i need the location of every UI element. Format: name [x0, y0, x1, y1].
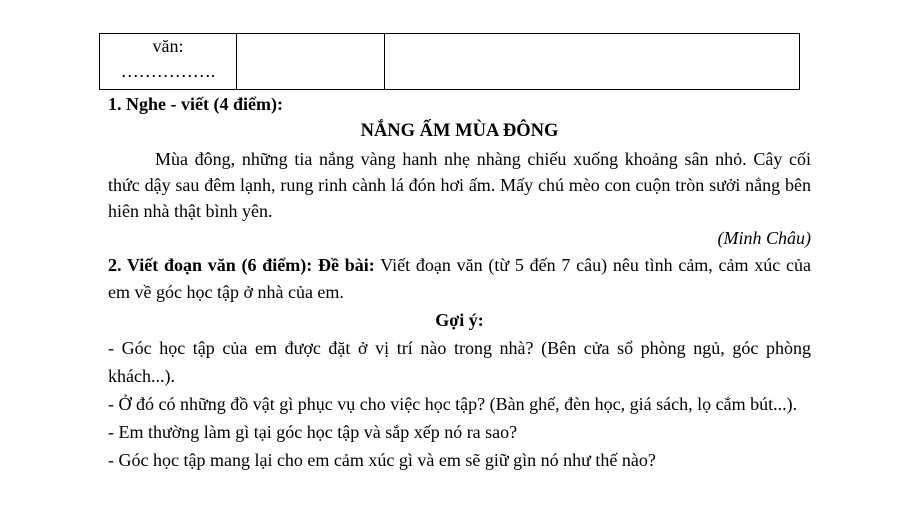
cell-dotted-line: ……………. — [120, 61, 216, 81]
document-page — [108, 33, 811, 474]
hint-item: - Em thường làm gì tại góc học tập và sắp xếp nó ra sao? — [108, 422, 518, 442]
hint-item: - Ở đó có những đồ vật gì phục vụ cho việc học tập? (Bàn ghế, đèn học, giá sách, lọ cắm bút...). — [108, 394, 798, 414]
passage-paragraph: Mùa đông, những tia nắng vàng hanh nhẹ nhàng chiếu xuống khoảng sân nhỏ. Cây cối thức dậy sau đêm lạnh, rung rinh cành lá đón hơi ấm. Mấy chú mèo con cuộn tròn sưởi nắng bên hiên nhà thật bình yên. — [108, 149, 811, 221]
passage-author: (Minh Châu) — [717, 228, 811, 248]
answer-table — [99, 33, 800, 90]
section1-heading: 1. Nghe - viết (4 điểm): — [108, 94, 283, 114]
section2-prompt — [108, 252, 811, 306]
table-cell-label — [100, 34, 237, 90]
prompt-text: Viết đoạn văn (từ 5 đến 7 câu) nêu tình cảm, cảm xúc của em về góc học tập ở nhà của em. — [108, 255, 812, 302]
hint-item: - Góc học tập mang lại cho em cảm xúc gì và em sẽ giữ gìn nó như thế nào? — [108, 450, 656, 470]
table-cell-empty — [385, 34, 800, 90]
table-row — [100, 34, 800, 90]
prompt-label: Đề bài: — [318, 255, 375, 275]
table-cell-empty — [237, 34, 385, 90]
passage-title: NẮNG ẤM MÙA ĐÔNG — [360, 121, 559, 141]
cell-label-text: văn: — [152, 36, 184, 56]
section2-heading: 2. Viết đoạn văn (6 điểm): — [108, 255, 313, 275]
hint-title: Gợi ý: — [435, 310, 484, 330]
hint-item: - Góc học tập của em được đặt ở vị trí nào trong nhà? (Bên cửa sổ phòng ngủ, góc phòng khách...). — [108, 338, 811, 386]
